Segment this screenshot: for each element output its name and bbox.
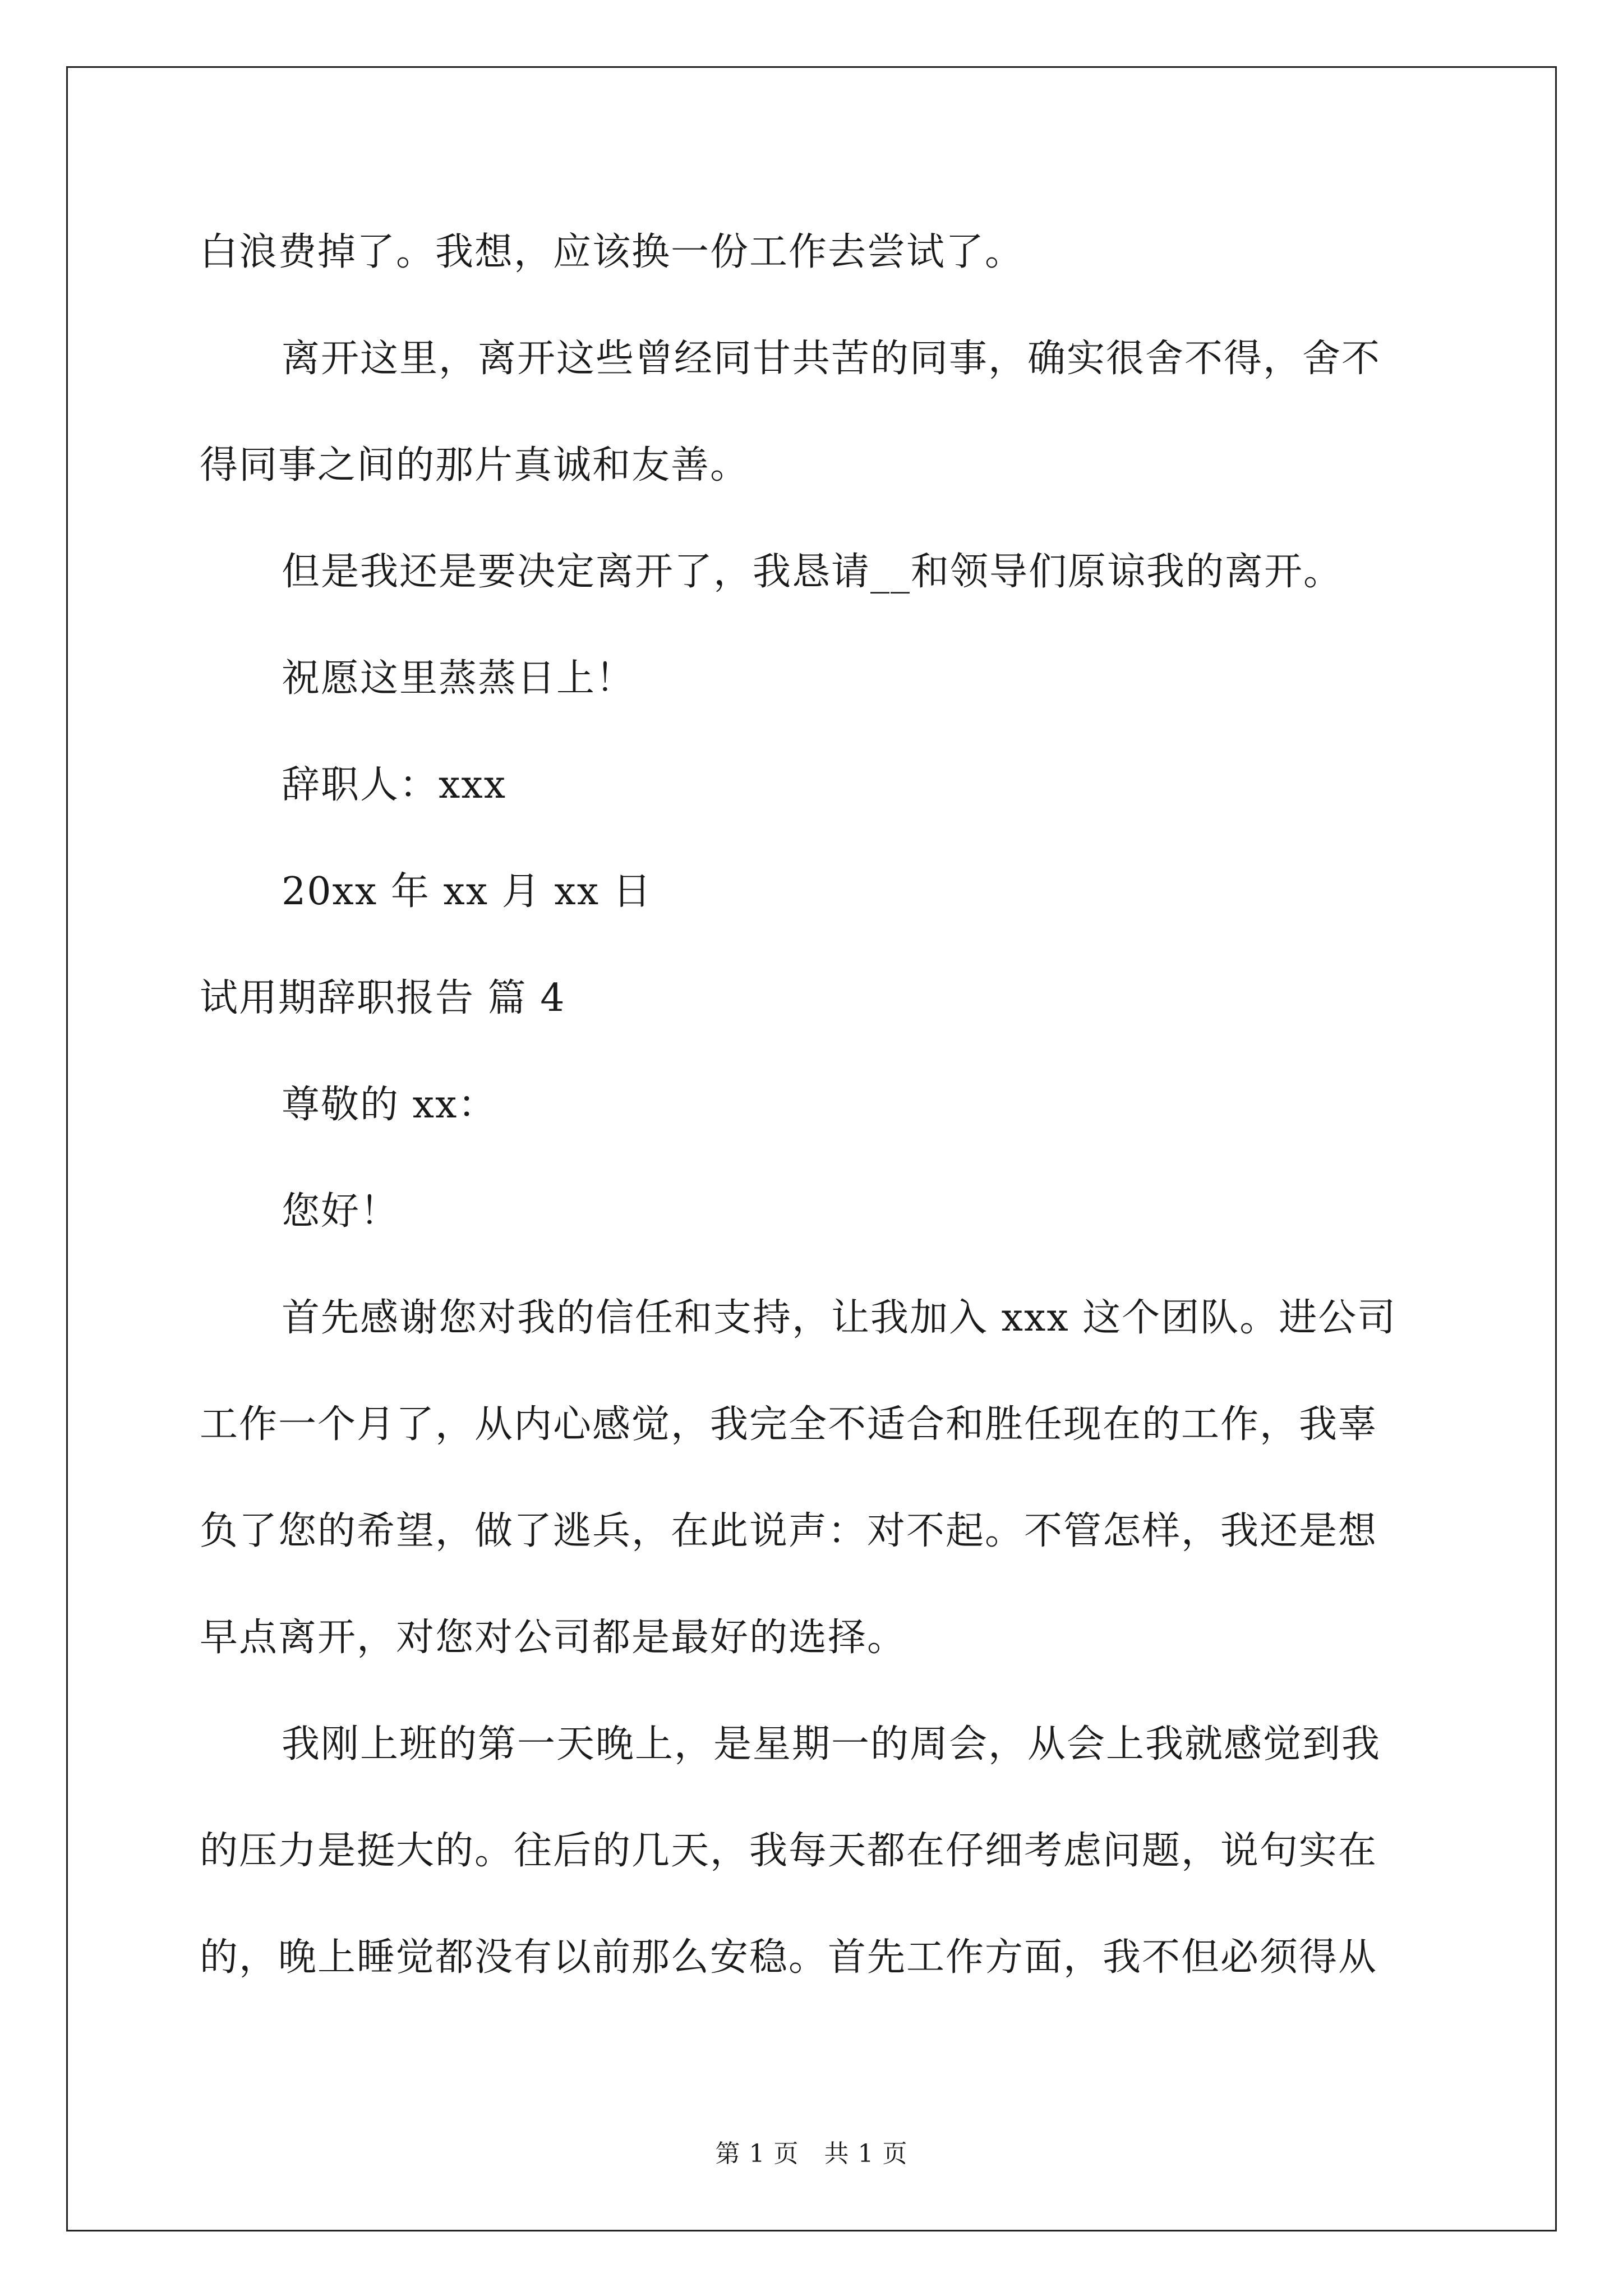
text-line: 的，晚上睡觉都没有以前那么安稳。首先工作方面，我不但必须得从 [200,1935,1378,1980]
greeting: 您好！ [282,1189,400,1234]
document-body [200,199,1425,2011]
section-heading: 试用期辞职报告 篇 4 [200,976,566,1020]
text-line: 得同事之间的那片真诚和友善。 [200,443,750,487]
date-line: 20xx 年 xx 月 xx 日 [282,869,652,914]
text-line: 白浪费掉了。我想，应该换一份工作去尝试了。 [200,230,1025,274]
text-line: 但是我还是要决定离开了，我恳请__和领导们原谅我的离开。 [282,550,1343,594]
text-line: 离开这里，离开这些曾经同甘共苦的同事，确实很舍不得，舍不 [282,337,1381,381]
salutation: 尊敬的 xx： [282,1083,497,1127]
text-line: 我刚上班的第一天晚上，是星期一的周会，从会上我就感觉到我 [282,1722,1381,1766]
text-line: 早点离开，对您对公司都是最好的选择。 [200,1616,907,1660]
text-line: 首先感谢您对我的信任和支持，让我加入 xxx 这个团队。进公司 [282,1296,1397,1340]
text-line: 的压力是挺大的。往后的几天，我每天都在仔细考虑问题，说句实在 [200,1829,1378,1873]
page-number-footer: 第 1 页 共 1 页 [715,2139,908,2168]
text-line: 负了您的希望，做了逃兵，在此说声：对不起。不管怎样，我还是想 [200,1509,1378,1553]
text-line: 祝愿这里蒸蒸日上！ [282,656,635,701]
text-line: 工作一个月了，从内心感觉，我完全不适合和胜任现在的工作，我辜 [200,1402,1378,1447]
signature-line: 辞职人：xxx [282,763,507,807]
